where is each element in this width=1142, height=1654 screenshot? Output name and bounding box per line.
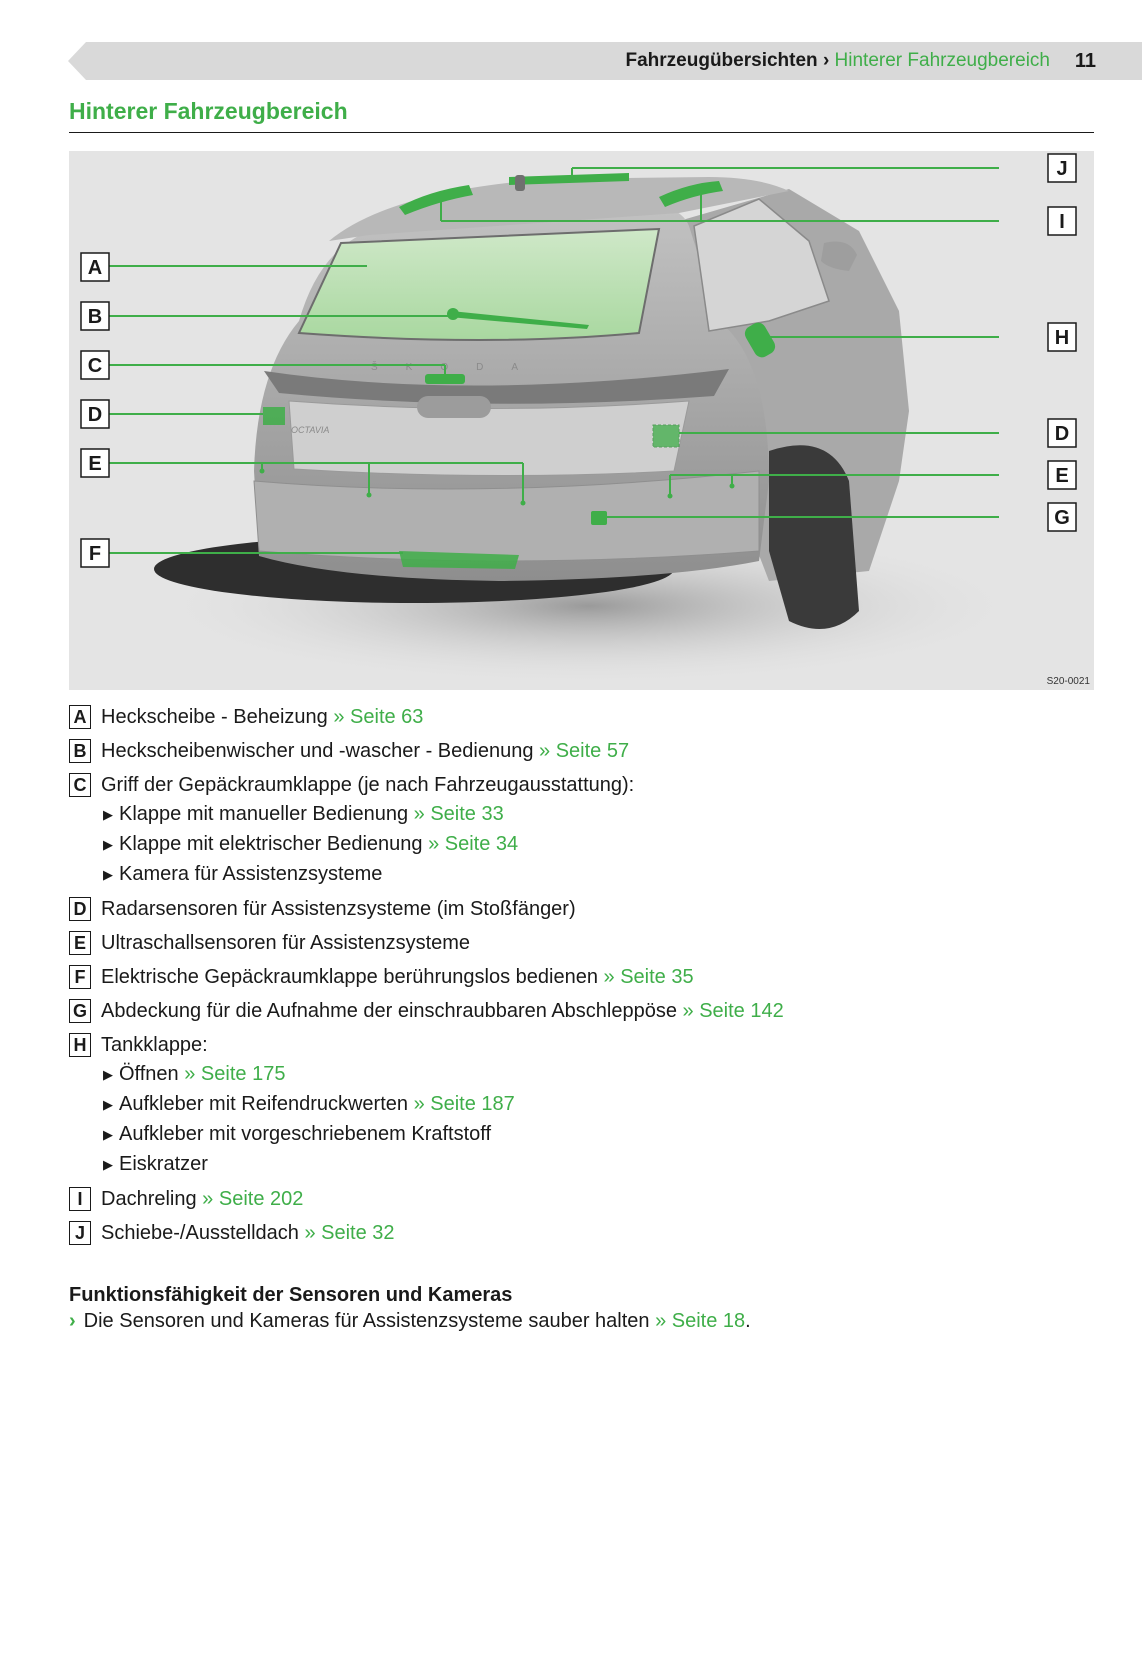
legend-letter-box: F <box>69 965 91 989</box>
wiper-pivot <box>447 308 459 320</box>
legend-item-a <box>69 704 1094 730</box>
legend-item-text: Tankklappe: <box>101 1034 208 1056</box>
radar-sensor-right <box>653 425 679 447</box>
callout-e-left <box>81 449 109 477</box>
title-divider <box>69 132 1094 133</box>
page-number: 11 <box>1074 50 1096 72</box>
callout-a <box>81 253 109 281</box>
legend-item-main <box>101 964 1094 990</box>
legend-item-text: Heckscheibenwischer und -wascher - Bedienung <box>101 740 534 762</box>
figure-code: S20-0021 <box>1046 676 1090 687</box>
legend-item-main <box>101 704 1094 730</box>
callout-d-label: D <box>87 404 103 426</box>
triangle-bullet-icon: ▶ <box>103 867 113 882</box>
legend-sub-item <box>103 1091 1094 1118</box>
legend-letter-box: I <box>69 1187 91 1211</box>
callout-g-label: G <box>1054 507 1070 529</box>
callout-e-label: E <box>88 453 102 475</box>
legend-letter-box: J <box>69 1221 91 1245</box>
callout-j-label: J <box>1056 158 1068 180</box>
legend-item-body <box>101 772 1094 888</box>
legend-item-text: Schiebe-/Ausstelldach <box>101 1222 299 1244</box>
callout-h-label: H <box>1054 327 1070 349</box>
callout-d-left <box>81 400 109 428</box>
callout-b-label: B <box>87 306 103 328</box>
triangle-bullet-icon: ▶ <box>103 1127 113 1142</box>
legend-item-b <box>69 738 1094 764</box>
rear-window <box>299 229 659 340</box>
legend-sub-text: Kamera für Assistenzsysteme <box>119 863 383 885</box>
legend-item-e <box>69 930 1094 956</box>
legend-item-main <box>101 1032 1094 1058</box>
legend-item-h <box>69 1032 1094 1178</box>
model-badge: OCTAVIA <box>291 425 330 435</box>
legend-item-f <box>69 964 1094 990</box>
page-reference-link[interactable]: » Seite 202 <box>202 1188 304 1210</box>
legend-item-body <box>101 896 1094 922</box>
legend-item-text: Ultraschallsensoren für Assistenzsysteme <box>101 932 471 954</box>
tailgate-handle-recess <box>417 396 491 418</box>
page-reference-link[interactable]: » Seite 33 <box>413 803 504 825</box>
function-note-link[interactable]: » Seite 18 <box>655 1310 746 1332</box>
callout-f <box>81 539 109 567</box>
legend-item-d <box>69 896 1094 922</box>
callout-c-label: C <box>87 355 103 377</box>
legend-item-body <box>101 704 1094 730</box>
callout-j <box>1048 154 1076 182</box>
legend-item-j <box>69 1220 1094 1246</box>
legend-sub-text: Aufkleber mit vorgeschriebenem Kraftstoff <box>119 1123 492 1145</box>
roof-antenna <box>515 175 525 191</box>
legend-item-main <box>101 896 1094 922</box>
callout-a-label: A <box>87 257 103 279</box>
triangle-bullet-icon: ▶ <box>103 807 113 822</box>
page-reference-link[interactable]: » Seite 142 <box>682 1000 784 1022</box>
callout-f-label: F <box>88 543 102 565</box>
legend-sub-item <box>103 1121 1094 1148</box>
legend-item-main <box>101 998 1094 1024</box>
legend-letter-box: G <box>69 999 91 1023</box>
function-note-line <box>69 1308 1094 1334</box>
page-reference-link[interactable]: » Seite 175 <box>184 1063 286 1085</box>
legend-item-text: Griff der Gepäckraumklappe (je nach Fahrzeugausstattung): <box>101 774 635 796</box>
brand-lettering: ŠKODA <box>371 362 547 373</box>
callout-c <box>81 351 109 379</box>
legend-item-body <box>101 930 1094 956</box>
breadcrumb-chapter[interactable]: Fahrzeugübersichten <box>625 50 818 71</box>
breadcrumb <box>626 44 1051 78</box>
legend-sub-item <box>103 1151 1094 1178</box>
legend-item-c <box>69 772 1094 888</box>
legend-sub-text: Eiskratzer <box>119 1153 208 1175</box>
radar-sensor-left <box>263 407 285 425</box>
legend-letter-box: E <box>69 931 91 955</box>
legend-item-text: Heckscheibe - Beheizung <box>101 706 328 728</box>
function-note-text: Die Sensoren und Kameras für Assistenzsysteme sauber halten <box>83 1310 650 1332</box>
vehicle-rear-figure <box>69 151 1094 690</box>
callout-i-label: I <box>1059 211 1065 233</box>
triangle-bullet-icon: ▶ <box>103 1067 113 1082</box>
legend-sub-item <box>103 861 1094 888</box>
page-reference-link[interactable]: » Seite 63 <box>333 706 424 728</box>
page-reference-link[interactable]: » Seite 187 <box>413 1093 515 1115</box>
legend-sub-text: Klappe mit manueller Bedienung <box>119 803 409 825</box>
callout-g <box>1048 503 1076 531</box>
callout-d-right-label: D <box>1054 423 1070 445</box>
legend-item-body <box>101 1220 1094 1246</box>
legend-letter-box: A <box>69 705 91 729</box>
legend-item-body <box>101 1032 1094 1178</box>
legend-letter-box: B <box>69 739 91 763</box>
legend-item-body <box>101 738 1094 764</box>
legend-item-body <box>101 1186 1094 1212</box>
legend-item-text: Abdeckung für die Aufnahme der einschraubbaren Abschleppöse <box>101 1000 677 1022</box>
function-note-title: Funktionsfähigkeit der Sensoren und Kameras <box>69 1284 513 1306</box>
breadcrumb-separator: › <box>822 50 830 71</box>
legend-item-main <box>101 1186 1094 1212</box>
function-note <box>69 1282 1094 1334</box>
legend-letter-box: D <box>69 897 91 921</box>
legend-sub-text: Öffnen <box>119 1063 179 1085</box>
page-reference-link[interactable]: » Seite 57 <box>539 740 630 762</box>
breadcrumb-section[interactable]: Hinterer Fahrzeugbereich <box>834 50 1050 71</box>
triangle-bullet-icon: ▶ <box>103 1157 113 1172</box>
page-reference-link[interactable]: » Seite 35 <box>603 966 694 988</box>
chevron-right-icon: › <box>69 1310 76 1332</box>
triangle-bullet-icon: ▶ <box>103 837 113 852</box>
legend-item-i <box>69 1186 1094 1212</box>
page-reference-link[interactable]: » Seite 34 <box>428 833 519 855</box>
callout-h <box>1048 323 1076 351</box>
callout-e-right <box>1048 461 1076 489</box>
legend-item-main <box>101 772 1094 798</box>
legend-item-main <box>101 738 1094 764</box>
legend-item-body <box>101 998 1094 1024</box>
legend-item-g <box>69 998 1094 1024</box>
callout-b <box>81 302 109 330</box>
figure-legend <box>69 704 1094 1254</box>
legend-item-body <box>101 964 1094 990</box>
legend-item-text: Elektrische Gepäckraumklappe berührungslos bedienen <box>101 966 598 988</box>
callout-i <box>1048 207 1076 235</box>
page-title: Hinterer Fahrzeugbereich <box>69 98 348 124</box>
callout-e-right-label: E <box>1055 465 1069 487</box>
legend-item-text: Dachreling <box>101 1188 197 1210</box>
legend-item-main <box>101 930 1094 956</box>
page-reference-link[interactable]: » Seite 32 <box>304 1222 395 1244</box>
triangle-bullet-icon: ▶ <box>103 1097 113 1112</box>
legend-sub-item <box>103 831 1094 858</box>
legend-sub-text: Aufkleber mit Reifendruckwerten <box>119 1093 409 1115</box>
function-note-end: . <box>745 1310 751 1332</box>
legend-sub-item <box>103 801 1094 828</box>
callout-d-right <box>1048 419 1076 447</box>
legend-letter-box: C <box>69 773 91 797</box>
tow-eye-cover <box>591 511 607 525</box>
legend-sub-item <box>103 1061 1094 1088</box>
legend-item-text: Radarsensoren für Assistenzsysteme (im Stoßfänger) <box>101 898 576 920</box>
legend-item-main <box>101 1220 1094 1246</box>
legend-sub-text: Klappe mit elektrischer Bedienung <box>119 833 423 855</box>
legend-letter-box: H <box>69 1033 91 1057</box>
car-rear-illustration <box>69 151 1094 690</box>
